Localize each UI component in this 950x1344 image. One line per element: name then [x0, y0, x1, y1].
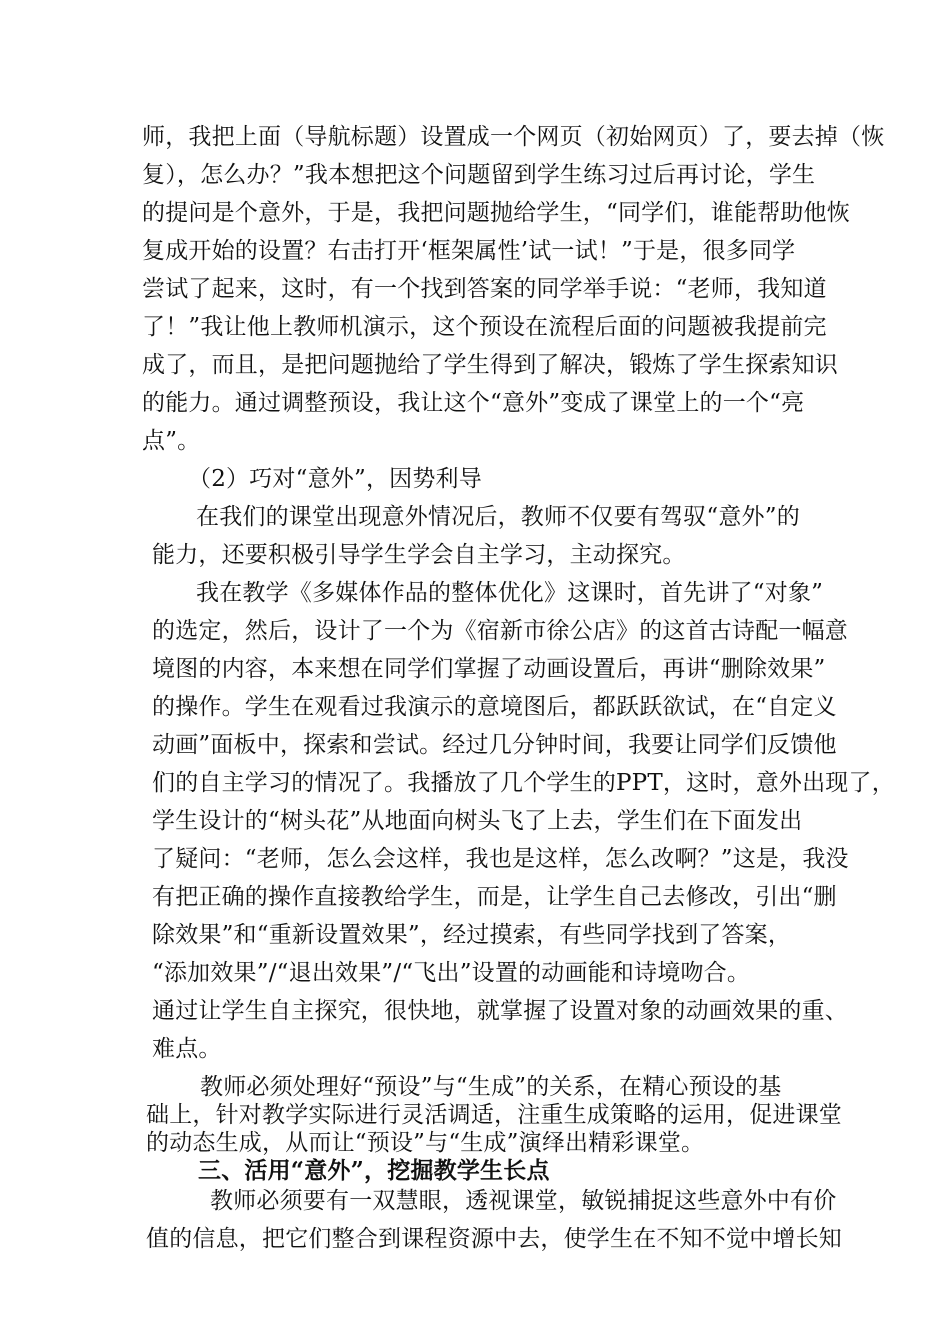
- paragraph-1-line-3: 的提问是个意外，于是，我把问题抛给学生，“同学们，谁能帮助他恢: [142, 200, 850, 226]
- paragraph-1-line-8: 的能力。通过调整预设，我让这个“意外”变成了课堂上的一个“亮: [142, 390, 805, 416]
- paragraph-1-line-5: 尝试了起来，这时，有一个找到答案的同学举手说：“老师，我知道: [142, 276, 827, 302]
- paragraph-3-line-11: “添加效果”/“退出效果”/“飞出”设置的动画能和诗境吻合。: [152, 960, 751, 986]
- paragraph-3-line-8: 了疑问：“老师，怎么会这样，我也是这样，怎么改啊？”这是，我没: [152, 846, 849, 872]
- paragraph-1-line-1: 师，我把上面（导航标题）设置成一个网页（初始网页）了，要去掉（恢: [142, 124, 885, 150]
- paragraph-3-line-5: 动画”面板中，探索和尝试。经过几分钟时间，我要让同学们反馈他: [152, 732, 837, 758]
- paragraph-3-line-4: 的操作。学生在观看过我演示的意境图后，都跃跃欲试，在“自定义: [152, 694, 837, 720]
- paragraph-3-line-9: 有把正确的操作直接教给学生，而是，让学生自己去修改，引出“删: [152, 884, 837, 910]
- paragraph-3-line-12: 通过让学生自主探究，很快地，就掌握了设置对象的动画效果的重、: [152, 998, 848, 1024]
- paragraph-3-line-2: 的选定，然后，设计了一个为《宿新市徐公店》的这首古诗配一幅意: [152, 618, 848, 644]
- paragraph-1-line-9: 点”。: [142, 428, 201, 454]
- paragraph-3-line-3: 境图的内容，本来想在同学们掌握了动画设置后，再讲“删除效果”: [152, 656, 826, 682]
- paragraph-1-line-6: 了！”我让他上教师机演示，这个预设在流程后面的问题被我提前完: [142, 314, 827, 340]
- paragraph-5-line-1: 教师必须要有一双慧眼，透视课堂，敏锐捕捉这些意外中有价: [210, 1188, 837, 1214]
- paragraph-3-line-6: 们的自主学习的情况了。我播放了几个学生的PPT，这时，意外出现了，: [152, 770, 895, 796]
- paragraph-1-line-4: 复成开始的设置？右击打开‘框架属性’试一试！”于是，很多同学: [142, 238, 796, 264]
- paragraph-3-line-1: 我在教学《多媒体作品的整体优化》这课时，首先讲了“对象”: [196, 580, 824, 606]
- paragraph-5-line-2: 值的信息，把它们整合到课程资源中去，使学生在不知不觉中增长知: [146, 1226, 842, 1252]
- paragraph-1-line-7: 成了，而且，是把问题抛给了学生得到了解决，锻炼了学生探索知识: [142, 352, 838, 378]
- paragraph-2-line-2: 能力，还要积极引导学生学会自主学习，主动探究。: [152, 542, 686, 568]
- paragraph-4-line-3: 的动态生成，从而让“预设”与“生成”演绎出精彩课堂。: [146, 1130, 705, 1156]
- subheading-2: （2）巧对“意外”，因势利导: [188, 466, 482, 492]
- paragraph-3-line-10: 除效果”和“重新设置效果”，经过摸索，有些同学找到了答案，: [152, 922, 792, 948]
- paragraph-2-line-1: 在我们的课堂出现意外情况后，教师不仅要有驾驭“意外”的: [196, 504, 800, 530]
- section-heading-3: 三、活用“意外”，挖掘教学生长点: [198, 1157, 550, 1184]
- paragraph-4-line-2: 础上，针对教学实际进行灵活调适，注重生成策略的运用，促进课堂: [146, 1102, 842, 1128]
- paragraph-4-line-1: 教师必须处理好“预设”与“生成”的关系，在精心预设的基: [200, 1074, 782, 1100]
- paragraph-1-line-2: 复），怎么办？”我本想把这个问题留到学生练习过后再讨论，学生: [142, 162, 816, 188]
- paragraph-3-line-13: 难点。: [152, 1036, 222, 1062]
- paragraph-3-line-7: 学生设计的“树头花”从地面向树头飞了上去，学生们在下面发出: [152, 808, 803, 834]
